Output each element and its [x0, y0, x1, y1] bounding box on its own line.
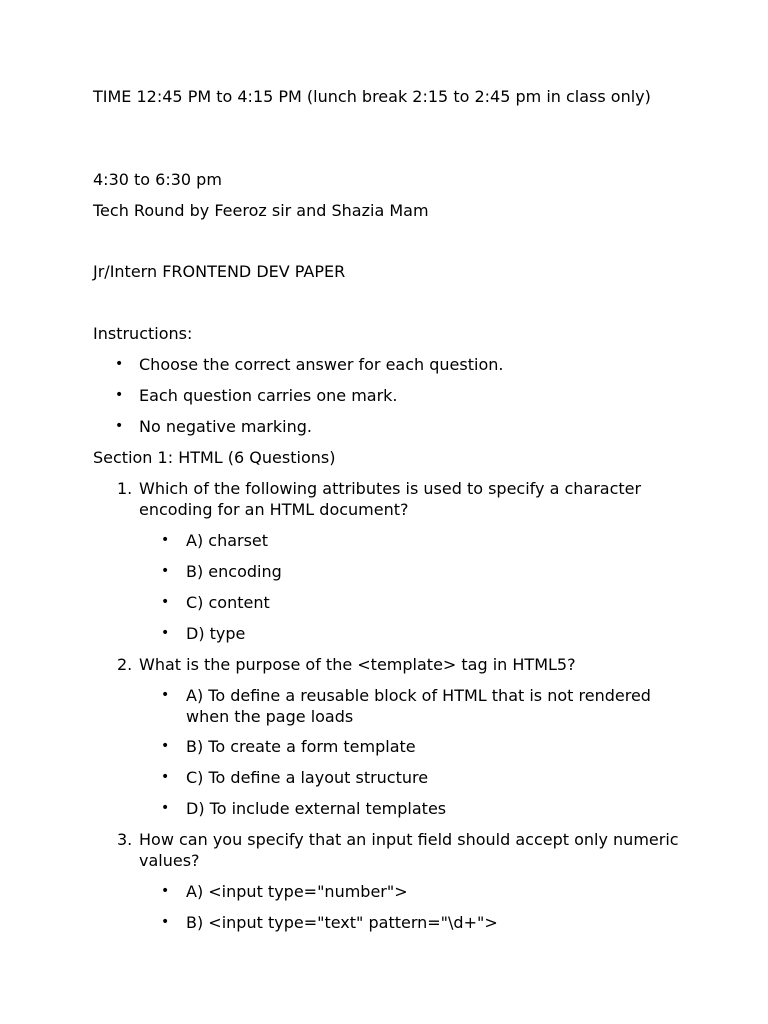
answer-option: • C) To define a layout structure [161, 768, 429, 787]
instruction-item: • Choose the correct answer for each question. [115, 355, 504, 374]
instruction-item: • No negative marking. [115, 417, 312, 436]
bullet-icon: • [161, 914, 170, 930]
tech-round: Tech Round by Feeroz sir and Shazia Mam [93, 201, 429, 220]
question-2 [93, 654, 683, 675]
bullet-icon: • [161, 687, 170, 703]
answer-option: • B) To create a form template [161, 737, 416, 756]
instructions-heading: Instructions: [93, 324, 193, 343]
question-text: How can you specify that an input field should accept only numeric values? [139, 830, 679, 870]
answer-option: • A) <input type="number"> [161, 882, 408, 901]
bullet-icon: • [161, 563, 170, 579]
answer-option: • C) content [161, 593, 270, 612]
bullet-icon: • [161, 594, 170, 610]
bullet-icon: • [161, 625, 170, 641]
question-text: Which of the following attributes is used to specify a character encoding for an HTML document? [139, 479, 642, 519]
answer-option: • D) type [161, 624, 246, 643]
question-text: What is the purpose of the <template> tag in HTML5? [139, 655, 576, 674]
time-line: TIME 12:45 PM to 4:15 PM (lunch break 2:15 to 2:45 pm in class only) [93, 87, 651, 106]
bullet-icon: • [161, 738, 170, 754]
bullet-icon: • [115, 356, 124, 372]
bullet-icon: • [161, 769, 170, 785]
answer-option: • B) <input type="text" pattern="\d+"> [161, 913, 498, 932]
answer-option: • D) To include external templates [161, 799, 447, 818]
second-slot: 4:30 to 6:30 pm [93, 170, 222, 189]
bullet-icon: • [161, 800, 170, 816]
paper-title: Jr/Intern FRONTEND DEV PAPER [93, 262, 346, 281]
bullet-icon: • [161, 883, 170, 899]
bullet-icon: • [115, 418, 124, 434]
question-number: 3. [117, 830, 133, 849]
question-1 [93, 478, 683, 520]
answer-option: • A) To define a reusable block of HTML that is not rendered when the page loads [161, 686, 651, 726]
question-number: 1. [117, 479, 133, 498]
question-3 [93, 829, 683, 871]
bullet-icon: • [161, 532, 170, 548]
answer-option: • A) charset [161, 531, 269, 550]
section-heading: Section 1: HTML (6 Questions) [93, 448, 336, 467]
instruction-item: • Each question carries one mark. [115, 386, 398, 405]
question-number: 2. [117, 655, 133, 674]
answer-option: • B) encoding [161, 562, 282, 581]
bullet-icon: • [115, 387, 124, 403]
